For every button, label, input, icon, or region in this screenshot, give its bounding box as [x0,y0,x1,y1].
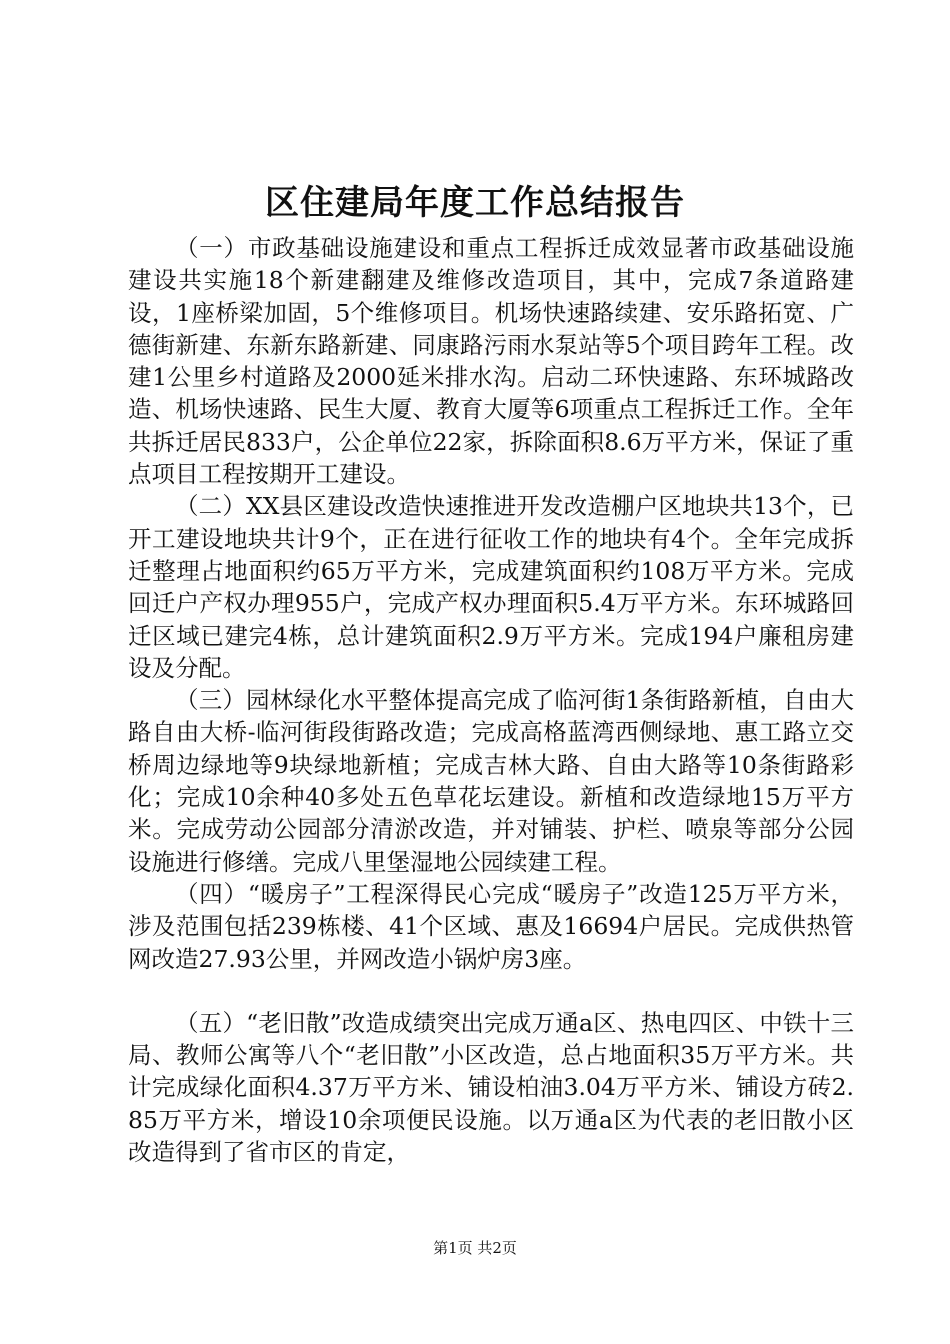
paragraph-4: （四）“暖房子”工程深得民心完成“暖房子”改造125万平方米，涉及范围包括239栋楼、41个区域、惠及16694户居民。完成供热管网改造27.93公里，并网改造小锅炉房3座。 [128,879,854,973]
paragraph-2: （二）XX县区建设改造快速推进开发改造棚户区地块共13个，已开工建设地块共计9个，正在进行征收工作的地块有4个。全年完成拆迁整理占地面积约65万平方米，完成建筑面积约108万平方米。完成回迁户产权办理955户，完成产权办理面积5.4万平方米。东环城路回迁区域已建完4栋，总计建筑面积2.9万平方米。完成194户廉租房建设及分配。 [128,492,854,682]
document-body [128,232,854,1168]
document-title: 区住建局年度工作总结报告 [265,183,685,223]
paragraph-3: （三）园林绿化水平整体提高完成了临河街1条街路新植，自由大路自由大桥-临河街段街路改造；完成高格蓝湾西侧绿地、惠工路立交桥周边绿地等9块绿地新植；完成吉林大路、自由大路等10条街路彩化；完成10余种40多处五色草花坛建设。新植和改造绿地15万平方米。完成劳动公园部分清淤改造，并对铺装、护栏、喷泉等部分公园设施进行修缮。完成八里堡湿地公园续建工程。 [128,686,854,876]
paragraph-5: （五）“老旧散”改造成绩突出完成万通a区、热电四区、中铁十三局、教师公寓等八个“老旧散”小区改造，总占地面积35万平方米。共计完成绿化面积4.37万平方米、铺设柏油3.04万平方米、铺设方砖2.85万平方米，增设10余项便民设施。以万通a区为代表的老旧散小区改造得到了省市区的肯定， [128,1008,854,1167]
paragraph-1: （一）市政基础设施建设和重点工程拆迁成效显著市政基础设施建设共实施18个新建翻建及维修改造项目，其中，完成7条道路建设，1座桥梁加固，5个维修项目。机场快速路续建、安乐路拓宽、广德街新建、东新东路新建、同康路污雨水泵站等5个项目跨年工程。改建1公里乡村道路及2000延米排水沟。启动二环快速路、东环城路改造、机场快速路、民生大厦、教育大厦等6项重点工程拆迁工作。全年共拆迁居民833户，公企单位22家，拆除面积8.6万平方米，保证了重点项目工程按期开工建设。 [128,234,854,489]
page-footer: 第1页 共2页 [433,1239,517,1257]
